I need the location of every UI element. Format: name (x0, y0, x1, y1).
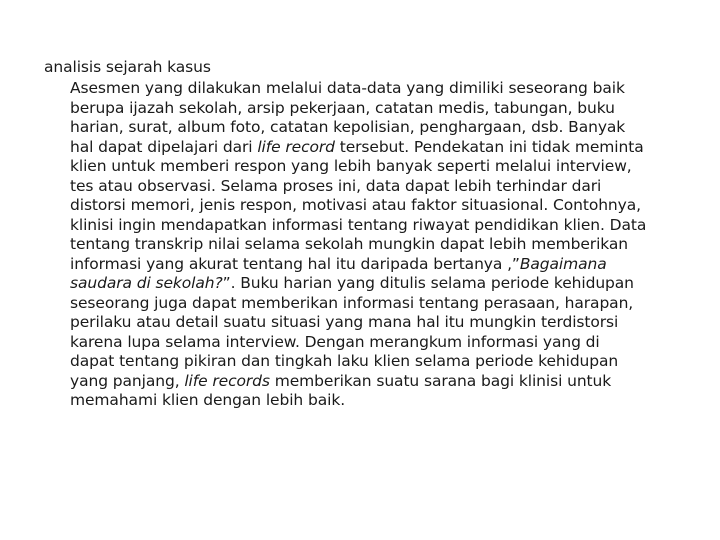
text-run: ”. Buku harian yang ditulis selama periode kehidupan (222, 274, 634, 292)
paragraph-line: karena lupa selama interview. Dengan merangkum informasi yang di (70, 332, 600, 351)
paragraph-line: Asesmen yang dilakukan melalui data-data yang dimiliki seseorang baik (70, 79, 625, 97)
text-run: tersebut. Pendekatan ini tidak meminta (334, 137, 644, 156)
paragraph-line: perilaku atau detail suatu situasi yang mana hal itu mungkin terdistorsi (70, 313, 619, 331)
text-run: hal dapat dipelajari dari (70, 137, 258, 156)
slide-heading: analisis sejarah kasus (44, 58, 211, 76)
paragraph-line: tentang transkrip nilai selama sekolah mungkin dapat lebih memberikan (70, 235, 629, 253)
paragraph-line (70, 274, 682, 294)
paragraph-line: tes atau observasi. Selama proses ini, data dapat lebih terhindar dari (70, 176, 602, 195)
italic-term: life records (184, 371, 270, 390)
paragraph-line: seseorang juga dapat memberikan informasi tentang perasaan, harapan, (70, 293, 634, 312)
paragraph-line: klien untuk memberi respon yang lebih banyak seperti melalui interview, (70, 157, 632, 175)
italic-quote: Bagaimana (519, 254, 607, 273)
paragraph-line: memahami klien dengan lebih baik. (70, 391, 346, 409)
text-run: memberikan suatu sarana bagi klinisi untuk (269, 371, 612, 390)
paragraph-line: berupa ijazah sekolah, arsip pekerjaan, catatan medis, tabungan, buku (70, 98, 615, 117)
slide-paragraph (70, 79, 682, 411)
text-run: yang panjang, (70, 371, 185, 390)
paragraph-line (70, 372, 682, 392)
paragraph-line (70, 138, 682, 158)
text-run: informasi yang akurat tentang hal itu daripada bertanya ,” (70, 254, 520, 273)
italic-quote: saudara di sekolah? (70, 274, 223, 292)
paragraph-line: dapat tentang pikiran dan tingkah laku klien selama periode kehidupan (70, 352, 619, 370)
paragraph-line: harian, surat, album foto, catatan kepolisian, penghargaan, dsb. Banyak (70, 118, 626, 136)
paragraph-line: distorsi memori, jenis respon, motivasi atau faktor situasional. Contohnya, (70, 196, 641, 214)
paragraph-line (70, 255, 682, 275)
italic-term: life record (257, 137, 335, 156)
paragraph-line: klinisi ingin mendapatkan informasi tentang riwayat pendidikan klien. Data (70, 215, 647, 234)
